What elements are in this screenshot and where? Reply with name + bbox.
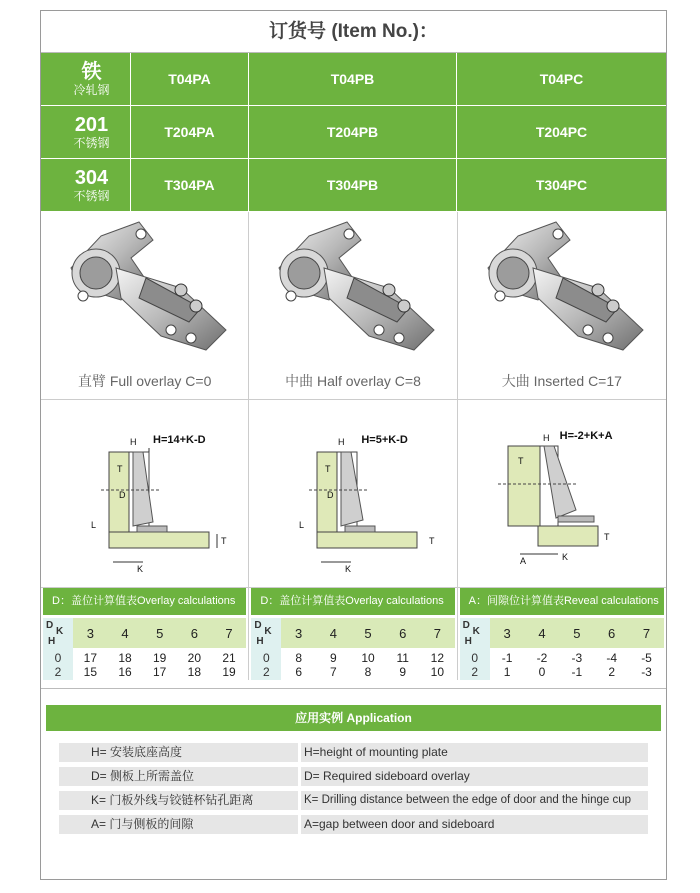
cell-value: 15	[83, 665, 98, 679]
page-title: 订货号 (Item No.)：	[41, 11, 666, 53]
cell-value: 17	[83, 651, 98, 665]
diagram-drawing	[458, 400, 658, 585]
product-column-full-overlay	[41, 400, 249, 680]
h-value: 0	[471, 651, 478, 665]
label-t: T	[117, 464, 123, 474]
cell-value: -1	[571, 665, 583, 679]
item-code: T204PC	[535, 124, 588, 140]
legend-en: D= Required sideboard overlay	[301, 767, 648, 786]
label-h: H	[338, 437, 345, 447]
installation-diagram	[41, 400, 248, 588]
cell-value: 1	[503, 665, 511, 679]
hinge-caption: 中曲 Half overlay C=8	[285, 373, 421, 389]
k-value: 7	[642, 625, 651, 641]
material-name: 304	[74, 167, 109, 189]
cell-value: 17	[153, 665, 167, 679]
material-name: 铁	[81, 61, 102, 83]
item-row-iron	[41, 53, 666, 106]
h-values	[43, 648, 73, 680]
divider	[41, 688, 666, 689]
h-value: 0	[262, 651, 270, 665]
axis-d: D	[462, 620, 470, 631]
label-k: K	[137, 564, 144, 574]
cell-value: 16	[118, 665, 132, 679]
item-code: T204PA	[131, 106, 249, 158]
axis-d: D	[254, 620, 262, 631]
k-value: 6	[399, 625, 407, 641]
cell-value: 2	[608, 665, 615, 679]
material-label	[41, 53, 131, 105]
formula-text: H=-2+K+A	[559, 430, 613, 442]
k-value: 4	[121, 625, 129, 641]
hinge-image	[61, 218, 231, 358]
value-rows	[251, 648, 454, 680]
legend-cn: K= 门板外线与铰链杯钻孔距离	[59, 791, 298, 810]
label-d: D	[119, 490, 126, 500]
k-value: 4	[329, 625, 337, 641]
item-row-201	[41, 106, 666, 159]
material-label	[41, 106, 131, 158]
legend-en: A=gap between door and sideboard	[301, 815, 648, 834]
cell-value: 6	[295, 665, 302, 679]
cell-value: 9	[399, 665, 407, 679]
item-code: T304PA	[131, 159, 249, 211]
installation-diagram	[249, 400, 456, 588]
material-name: 201	[74, 114, 109, 136]
label-l: L	[299, 520, 305, 530]
k-value: 5	[573, 625, 581, 641]
legend-cn: H= 安装底座高度	[59, 743, 298, 762]
legend-cn: A= 门与侧板的间隙	[59, 815, 298, 834]
label-h: H	[542, 433, 550, 443]
application-legend	[59, 743, 648, 834]
hinge-caption: 大曲 Inserted C=17	[501, 373, 622, 389]
legend-cn: D= 侧板上所需盖位	[59, 767, 298, 786]
value-grid	[490, 648, 664, 680]
item-code: T04PA	[131, 53, 249, 105]
label-h: H	[130, 437, 137, 447]
product-column-half-overlay	[249, 400, 457, 680]
axis-k: K	[472, 626, 480, 637]
cell-value: 7	[329, 665, 337, 679]
k-value: 3	[86, 625, 94, 641]
k-header-row	[43, 618, 246, 648]
axis-h: H	[48, 636, 56, 647]
label-t: T	[429, 536, 435, 546]
cell-value: 8	[295, 651, 302, 665]
label-k: K	[345, 564, 352, 574]
formula-text: H=5+K-D	[361, 434, 408, 446]
h-values	[251, 648, 281, 680]
hinge-photo-inserted	[458, 212, 666, 400]
k-value: 6	[608, 625, 616, 641]
cell-value: 18	[118, 651, 132, 665]
diagram-drawing	[249, 400, 449, 585]
cell-value: -2	[536, 651, 548, 665]
label-k: K	[561, 552, 568, 562]
value-rows	[43, 648, 246, 680]
k-header-row	[251, 618, 454, 648]
label-t: T	[517, 456, 524, 466]
k-value: 3	[295, 625, 303, 641]
k-header-row	[460, 618, 664, 648]
cell-value: -3	[641, 665, 652, 679]
label-t: T	[603, 532, 610, 542]
cell-value: -1	[501, 651, 513, 665]
axis-d: D	[46, 620, 54, 631]
material-subname: 不锈钢	[73, 136, 110, 150]
material-subname: 不锈钢	[73, 189, 110, 203]
axis-k: K	[264, 626, 272, 637]
item-code: T304PC	[535, 177, 588, 193]
label-t: T	[325, 464, 331, 474]
hinge-image	[269, 218, 439, 358]
cell-value: 20	[187, 651, 202, 665]
item-row-304	[41, 159, 666, 212]
cell-value: 8	[364, 665, 372, 679]
diagram-drawing	[41, 400, 241, 585]
k-value: 3	[503, 625, 511, 641]
cell-value: 19	[222, 665, 236, 679]
calc-title: A：间隙位计算值表Reveal calculations	[460, 588, 664, 615]
cell-value: 0	[538, 665, 546, 679]
cell-value: -4	[606, 651, 617, 665]
value-rows	[460, 648, 664, 680]
calc-title: D：盖位计算值表Overlay calculations	[251, 588, 454, 615]
axis-h: H	[464, 636, 472, 647]
cell-value: -5	[641, 651, 652, 665]
legend-en: H=height of mounting plate	[301, 743, 648, 762]
hinge-image	[478, 218, 648, 358]
legend-row	[59, 791, 648, 810]
cell-value: 21	[222, 651, 236, 665]
axis-corner	[251, 618, 281, 648]
axis-k: K	[56, 626, 64, 637]
axis-corner	[460, 618, 490, 648]
label-d: D	[327, 490, 334, 500]
axis-corner	[43, 618, 73, 648]
legend-row	[59, 815, 648, 834]
installation-diagram	[458, 400, 666, 588]
k-value: 7	[225, 625, 233, 641]
h-value: 2	[262, 665, 270, 679]
h-value: 0	[54, 651, 62, 665]
hinge-photo-full-overlay	[41, 212, 249, 400]
hinge-photo-half-overlay	[249, 212, 457, 400]
h-value: 2	[54, 665, 62, 679]
value-grid	[73, 648, 246, 680]
cell-value: 19	[153, 651, 167, 665]
cell-value: 18	[187, 665, 202, 679]
item-code: T04PB	[249, 53, 457, 105]
k-value: 6	[190, 625, 198, 641]
h-values	[460, 648, 490, 680]
material-label	[41, 159, 131, 211]
legend-row	[59, 767, 648, 786]
k-value: 5	[156, 625, 164, 641]
cell-value: 10	[361, 651, 375, 665]
label-t: T	[221, 536, 227, 546]
k-value: 7	[433, 625, 441, 641]
label-a: A	[519, 556, 526, 566]
calc-table	[43, 618, 246, 680]
formula-text: H=14+K-D	[153, 434, 206, 446]
cell-value: 9	[329, 651, 337, 665]
k-value: 5	[364, 625, 372, 641]
value-grid	[281, 648, 454, 680]
product-column-inserted	[458, 400, 666, 680]
cell-value: 12	[430, 651, 445, 665]
calc-table	[251, 618, 454, 680]
item-code: T304PB	[249, 159, 457, 211]
item-code: T04PC	[539, 71, 584, 87]
calc-title: D：盖位计算值表Overlay calculations	[43, 588, 246, 615]
photo-row	[41, 212, 666, 400]
h-value: 2	[471, 665, 478, 679]
cell-value: -3	[571, 651, 583, 665]
legend-row	[59, 743, 648, 762]
hinge-caption: 直臂 Full overlay C=0	[77, 373, 212, 389]
material-subname: 冷轧钢	[73, 83, 110, 97]
k-value: 4	[538, 625, 546, 641]
cell-value: 10	[430, 665, 445, 679]
calc-table	[460, 618, 664, 680]
diagram-row	[41, 400, 666, 680]
axis-h: H	[256, 636, 264, 647]
spec-sheet	[40, 10, 667, 880]
item-code: T204PB	[249, 106, 457, 158]
legend-en: K= Drilling distance between the edge of door and the hinge cup	[301, 791, 648, 810]
cell-value: 11	[396, 651, 409, 665]
label-l: L	[91, 520, 97, 530]
application-heading: 应用实例 Application	[46, 705, 661, 731]
